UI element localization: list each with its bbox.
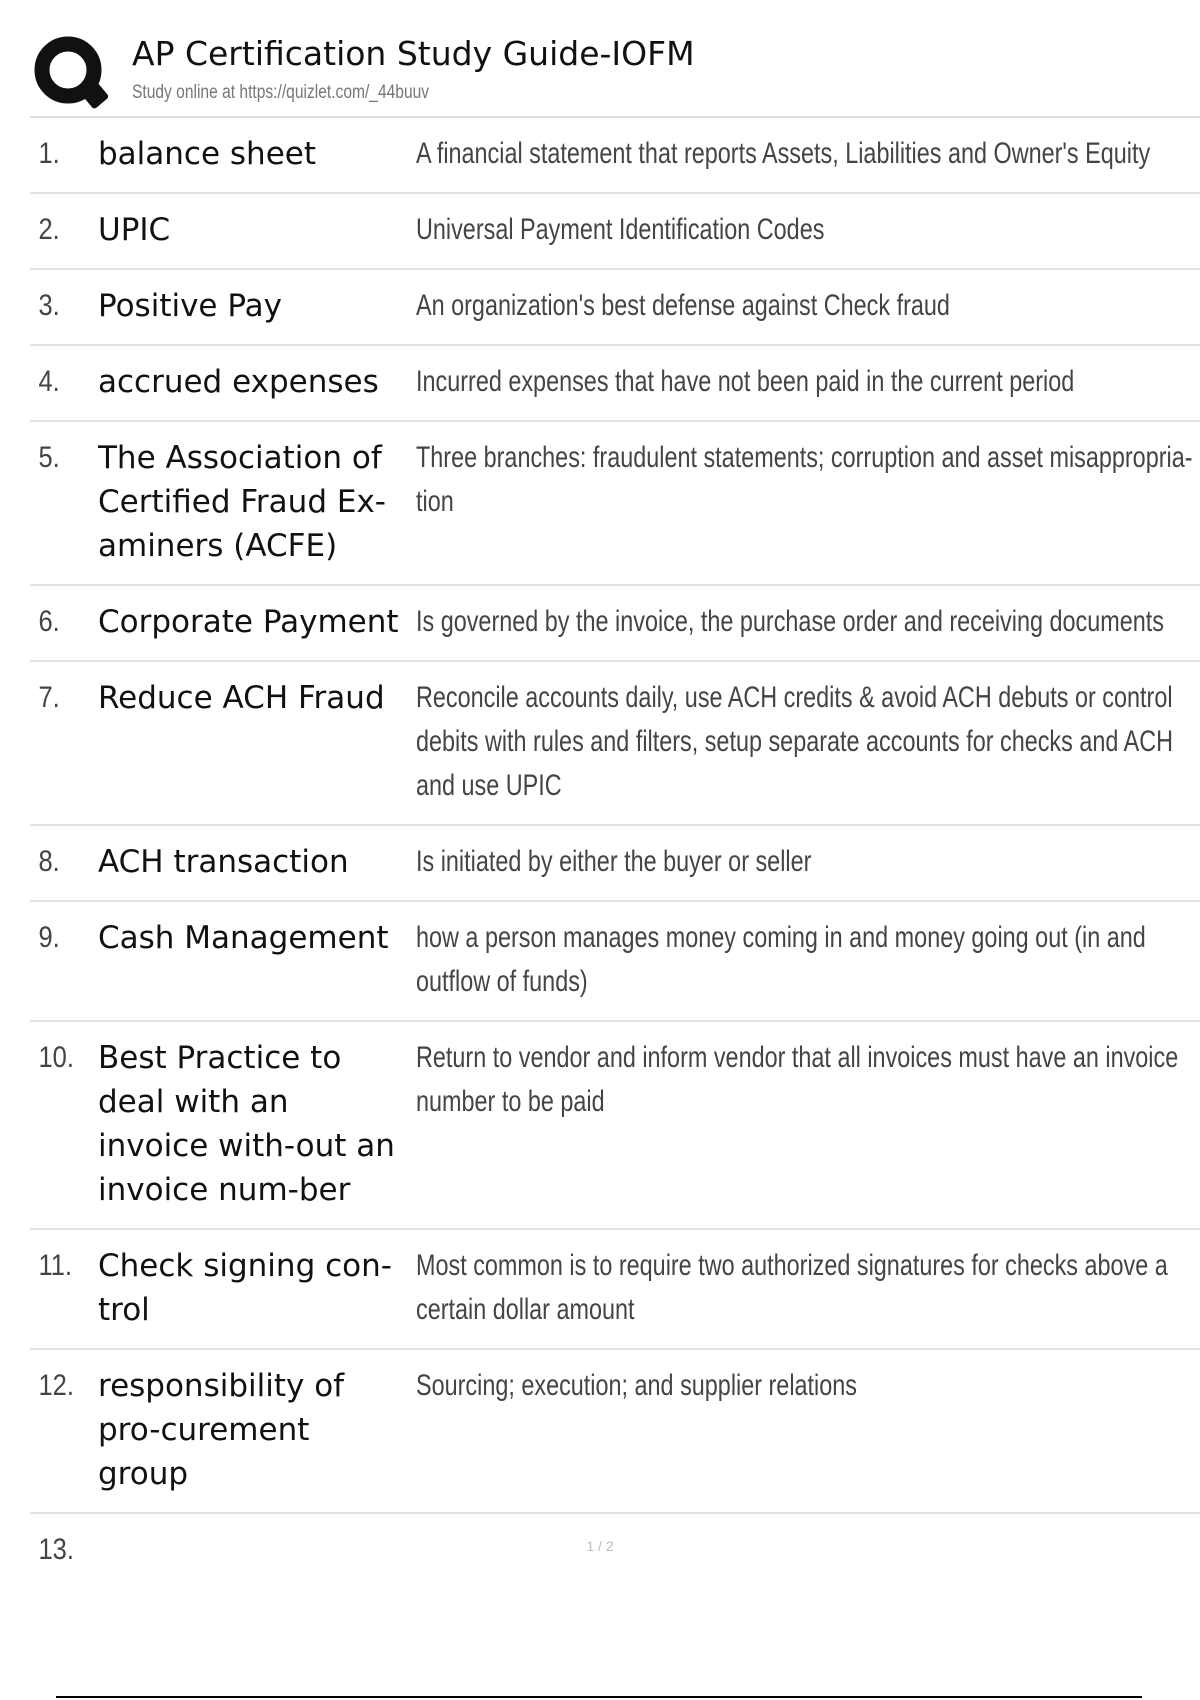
item-definition: Most common is to require two authorized signatures for checks above a certain dollar amount	[416, 1249, 1168, 1326]
item-term: balance sheet	[98, 136, 316, 172]
item-number: 6.	[38, 605, 60, 638]
item-definition: Incurred expenses that have not been paid in the current period	[416, 365, 1075, 398]
list-item	[30, 346, 1200, 422]
item-definition: Return to vendor and inform vendor that all invoices must have an invoice number to be paid	[416, 1041, 1179, 1118]
item-term: Corporate Payment	[98, 604, 399, 640]
page-bottom-rule	[56, 1696, 1142, 1698]
item-number: 8.	[38, 845, 60, 878]
item-term: accrued expenses	[98, 364, 379, 400]
list-item	[30, 586, 1200, 662]
item-term: Cash Management	[98, 920, 389, 956]
quizlet-q-logo-icon	[32, 34, 110, 112]
page-title: AP Certification Study Guide-IOFM	[132, 34, 695, 73]
item-definition: Reconcile accounts daily, use ACH credits & avoid ACH debuts or control debits with rules and filters, setup separate accounts for checks and ACH and use UPIC	[416, 681, 1174, 802]
flashcard-list	[30, 118, 1200, 1588]
page-number: 1 / 2	[586, 1538, 614, 1554]
item-definition: Three branches: fraudulent statements; corruption and asset misappropria-tion	[416, 441, 1193, 518]
item-definition: An organization's best defense against Check fraud	[416, 289, 950, 322]
item-definition: A financial statement that reports Assets, Liabilities and Owner's Equity	[416, 137, 1151, 170]
item-term: UPIC	[98, 212, 171, 248]
item-term: Check signing con-trol	[98, 1248, 392, 1328]
list-item	[30, 1350, 1200, 1514]
item-definition: Universal Payment Identification Codes	[416, 213, 825, 246]
item-term: ACH transaction	[98, 844, 349, 880]
list-item	[30, 902, 1200, 1022]
item-number: 12.	[38, 1369, 74, 1402]
item-number: 13.	[38, 1533, 74, 1566]
item-number: 2.	[38, 213, 60, 246]
item-term: Reduce ACH Fraud	[98, 680, 385, 716]
item-definition: Is initiated by either the buyer or seller	[416, 845, 812, 878]
item-term: The Association of Certified Fraud Ex-aminers (ACFE)	[98, 440, 386, 564]
list-item	[30, 422, 1200, 586]
list-item	[30, 826, 1200, 902]
item-definition: how a person manages money coming in and money going out (in and outflow of funds)	[416, 921, 1146, 998]
item-number: 9.	[38, 921, 60, 954]
study-online-link[interactable]: Study online at https://quizlet.com/_44buuv	[132, 82, 430, 103]
list-item	[30, 1230, 1200, 1350]
item-number: 1.	[38, 137, 60, 170]
item-number: 3.	[38, 289, 60, 322]
item-number: 5.	[38, 441, 60, 474]
list-item	[30, 270, 1200, 346]
item-number: 4.	[38, 365, 60, 398]
document-header	[32, 30, 1200, 116]
item-definition: Sourcing; execution; and supplier relations	[416, 1369, 857, 1402]
item-number: 7.	[38, 681, 60, 714]
list-item	[30, 194, 1200, 270]
item-number: 11.	[38, 1249, 73, 1282]
item-term: Positive Pay	[98, 288, 283, 324]
list-item	[30, 118, 1200, 194]
list-item	[30, 662, 1200, 826]
item-definition: Is governed by the invoice, the purchase order and receiving documents	[416, 605, 1164, 638]
item-term: Best Practice to deal with an invoice with-out an invoice num-ber	[98, 1040, 395, 1208]
item-number: 10.	[38, 1041, 74, 1074]
list-item	[30, 1022, 1200, 1230]
item-term: responsibility of pro-curement group	[98, 1368, 345, 1492]
